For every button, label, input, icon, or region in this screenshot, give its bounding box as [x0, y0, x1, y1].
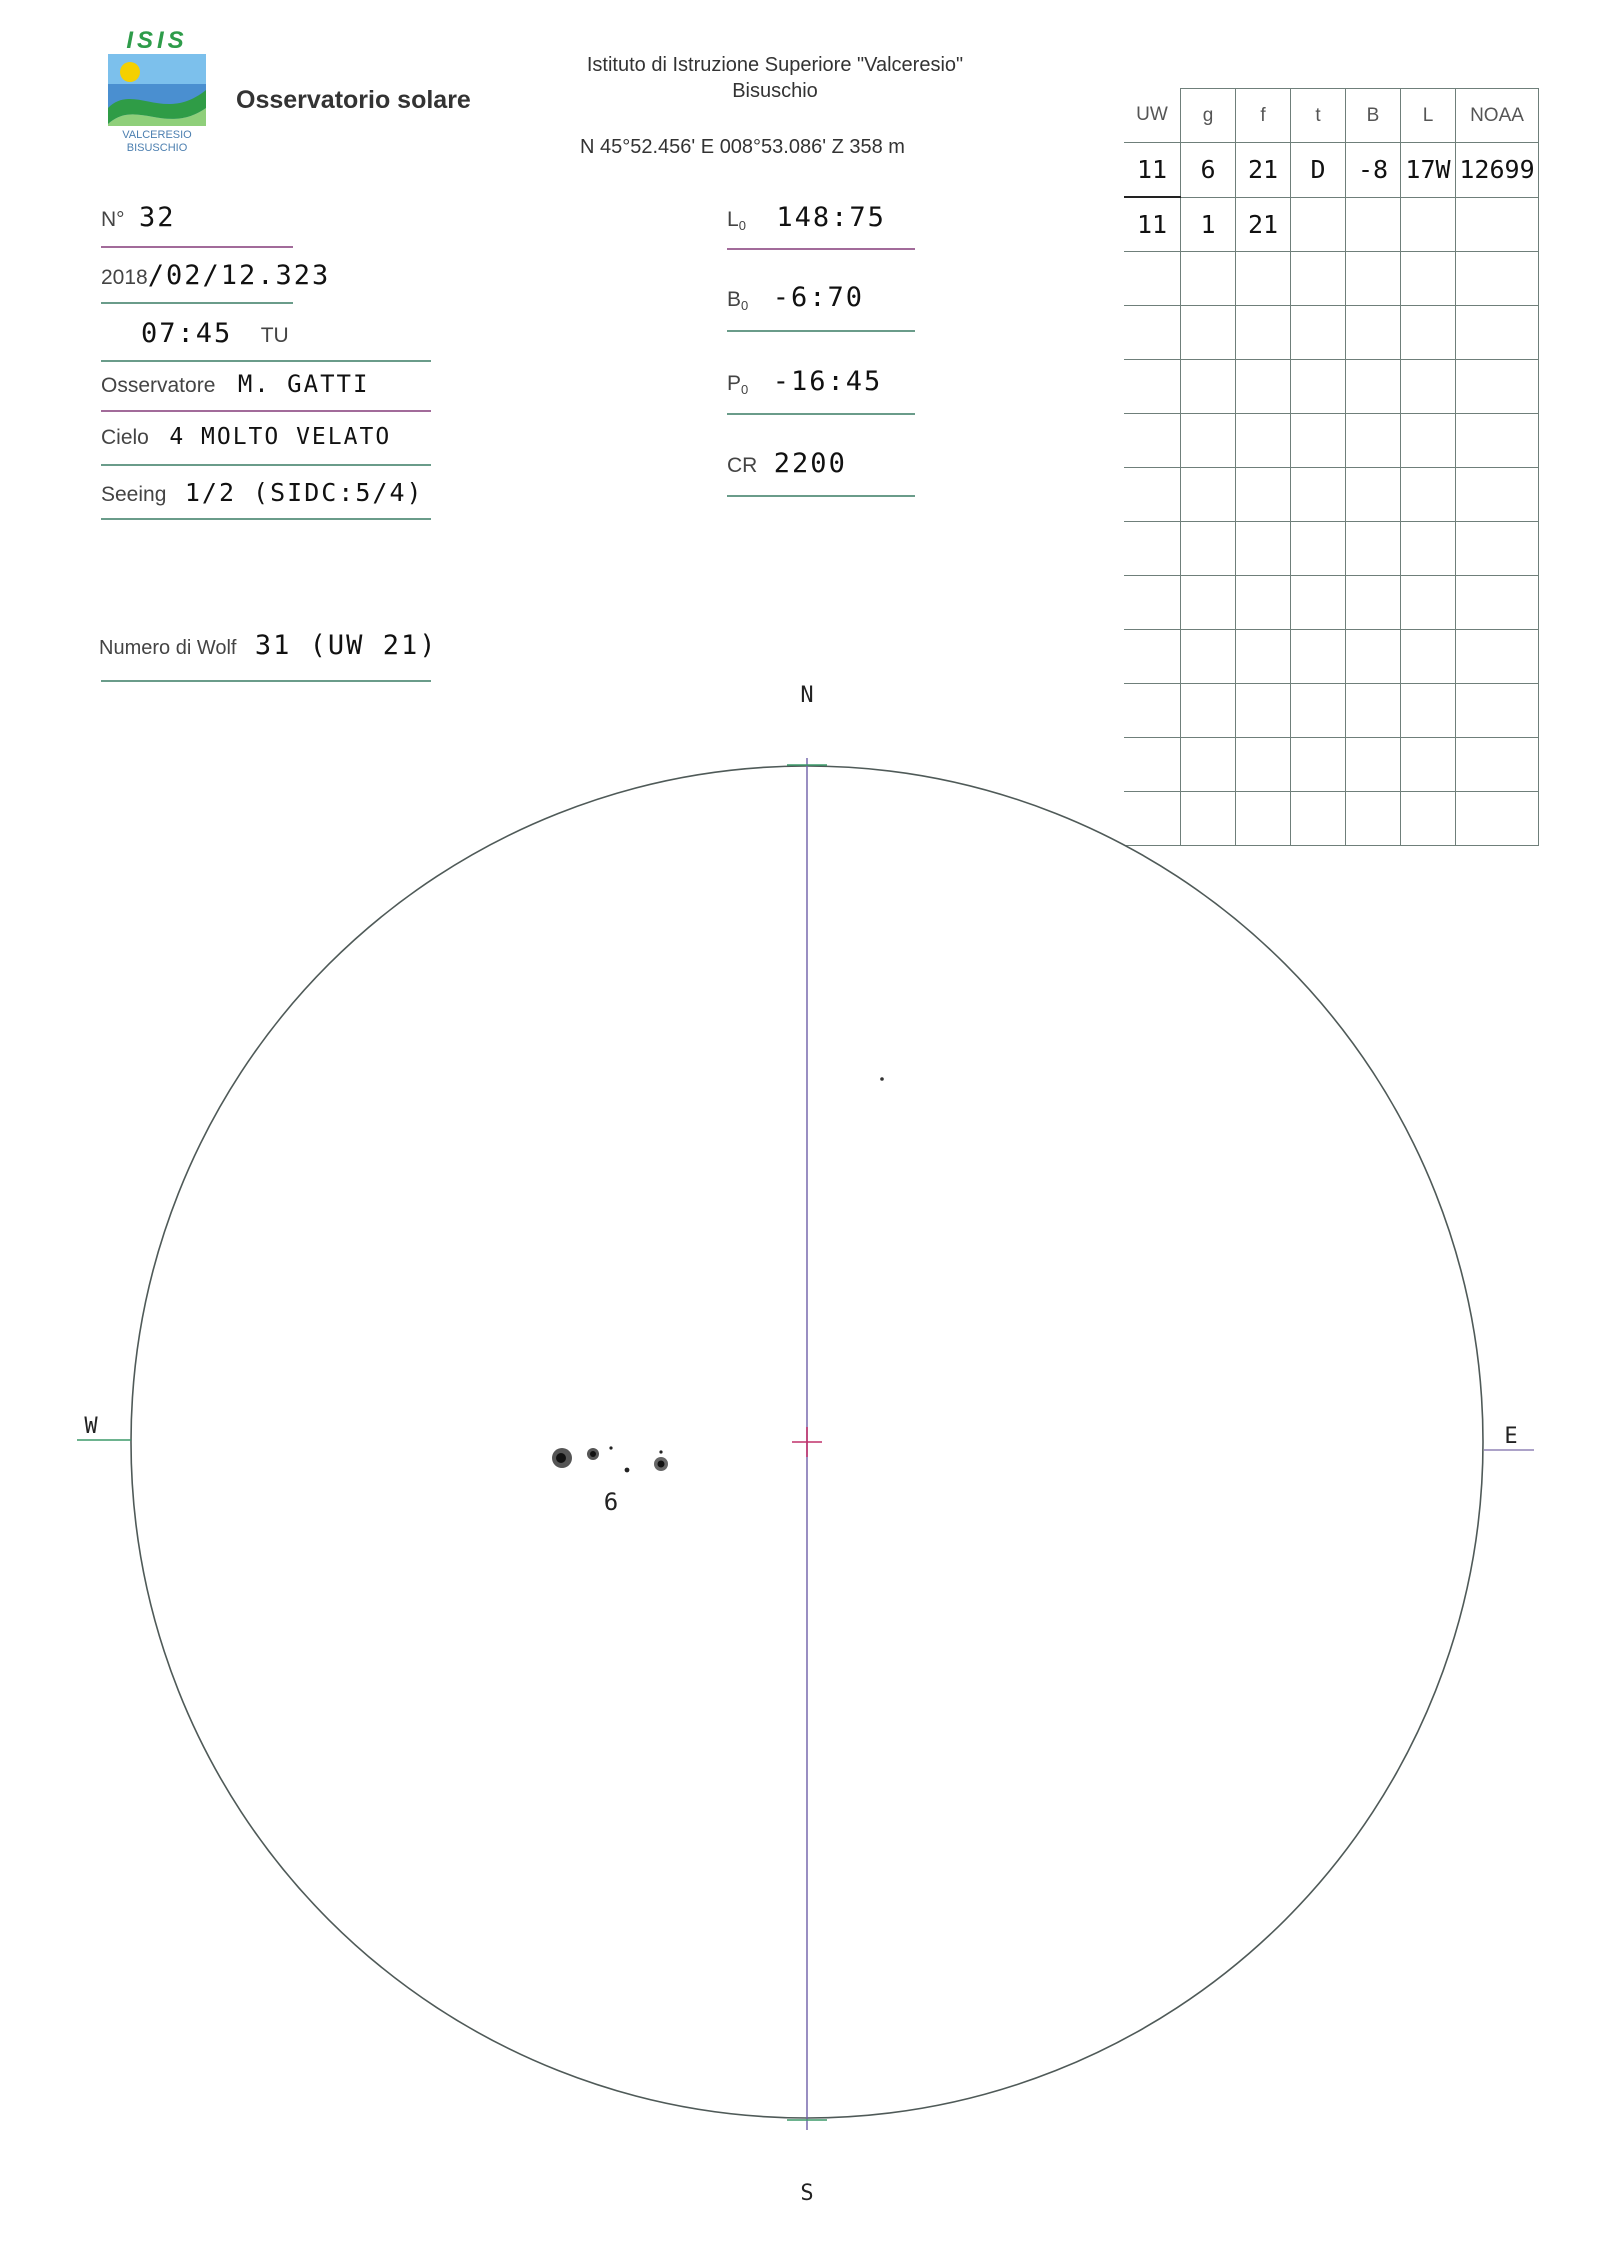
col-b-header: B — [1346, 89, 1401, 143]
west-label: W — [84, 1414, 98, 1439]
observer-value: M. GATTI — [237, 370, 370, 398]
l0-label: L — [727, 208, 739, 231]
east-label: E — [1504, 1424, 1518, 1449]
col-uw-header: UW — [1124, 89, 1181, 143]
sunspot-group-6 — [552, 1446, 668, 1472]
date-value: /02/12.323 — [147, 260, 331, 291]
col-g-header: g — [1181, 89, 1236, 143]
l0-value: 148:75 — [776, 202, 886, 233]
cell-f: 21 — [1236, 143, 1291, 198]
cr-label: CR — [727, 454, 758, 477]
cell-t: D — [1291, 143, 1346, 198]
seeing-value: 1/2 (SIDC:5/4) — [184, 478, 424, 507]
institute-name: Istituto di Istruzione Superiore "Valceresio" — [586, 54, 964, 76]
cell-g: 1 — [1181, 197, 1236, 252]
number-label: N° — [101, 208, 125, 231]
observatory-title: Osservatorio solare — [236, 86, 471, 114]
cell-l: 17W — [1401, 143, 1456, 198]
sunspot-pore — [659, 1450, 662, 1453]
number-value: 32 — [139, 202, 176, 233]
p0-value: -16:45 — [772, 366, 883, 397]
logo-wordmark: ISIS — [126, 27, 188, 54]
p0-label: P — [727, 372, 742, 395]
logo-caption-line-1: VALCERESIO — [122, 129, 192, 141]
cell-g: 6 — [1181, 143, 1236, 198]
date-prefix: 2018 — [101, 266, 148, 289]
sunspot-pore — [880, 1077, 884, 1081]
wolf-value: 31 (UW 21) — [254, 630, 438, 661]
group-number-label: 6 — [603, 1488, 619, 1516]
b0-sub: 0 — [741, 298, 749, 314]
cell-b: -8 — [1346, 143, 1401, 198]
institute-town: Bisuschio — [732, 80, 818, 102]
p0-sub: 0 — [741, 382, 749, 398]
cell-uw: 11 — [1124, 197, 1181, 252]
observer-label: Osservatore — [101, 374, 216, 397]
col-t-header: t — [1291, 89, 1346, 143]
seeing-label: Seeing — [101, 483, 167, 506]
time-value: 07:45 — [141, 318, 233, 349]
sky-value: 4 MOLTO VELATO — [169, 424, 392, 450]
sky-label: Cielo — [101, 426, 149, 449]
logo-caption-line-2: BISUSCHIO — [126, 142, 188, 154]
b0-value: -6:70 — [772, 282, 864, 313]
cell-uw: 11 — [1124, 143, 1181, 198]
cell-noaa: 12699 — [1456, 143, 1539, 198]
cell-f: 21 — [1236, 197, 1291, 252]
col-noaa-header: NOAA — [1456, 89, 1539, 143]
north-label: N — [800, 683, 814, 708]
col-l-header: L — [1401, 89, 1456, 143]
wolf-label: Numero di Wolf — [99, 637, 237, 659]
south-label: S — [800, 2181, 814, 2206]
b0-label: B — [727, 288, 742, 311]
site-coordinates: N 45°52.456' E 008°53.086' Z 358 m — [580, 136, 905, 158]
sunspot-umbra — [658, 1461, 665, 1468]
cr-value: 2200 — [773, 448, 847, 479]
l0-sub: 0 — [738, 218, 746, 234]
col-f-header: f — [1236, 89, 1291, 143]
sunspot-pore — [625, 1468, 630, 1473]
time-unit: TU — [260, 324, 289, 347]
sunspot-pore — [609, 1446, 612, 1449]
sunspot-umbra — [590, 1451, 596, 1457]
sunspot-umbra — [556, 1453, 566, 1463]
